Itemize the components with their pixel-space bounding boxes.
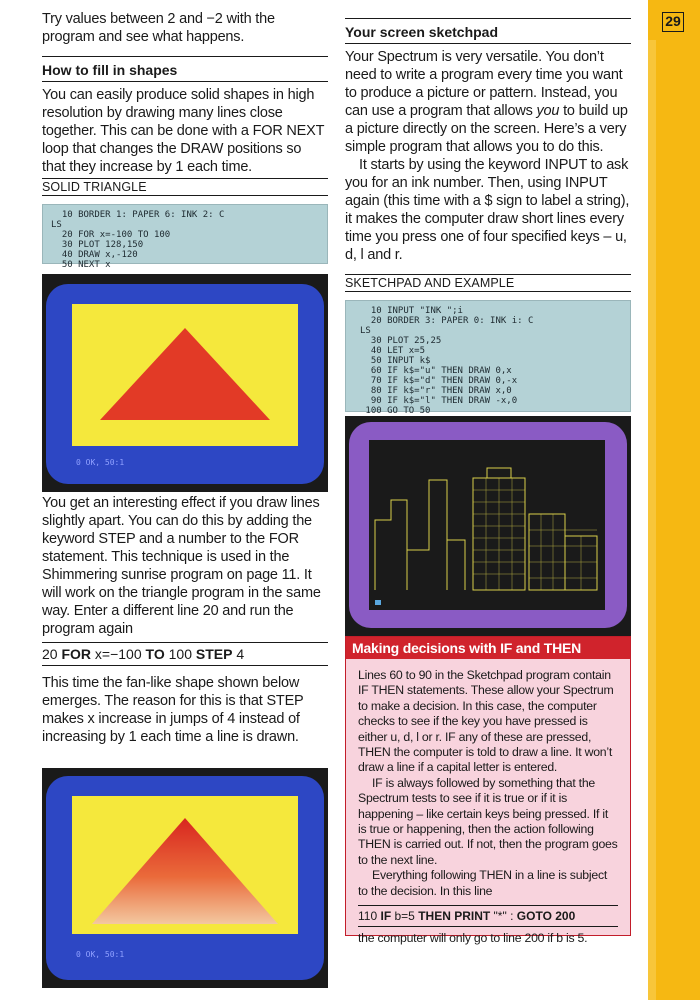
tv-frame bbox=[349, 422, 627, 628]
sketchpad-caption: SKETCHPAD AND EXAMPLE bbox=[345, 274, 631, 292]
screen2-status: 0 OK, 50:1 bbox=[76, 950, 125, 959]
screen1-status: 0 OK, 50:1 bbox=[76, 458, 125, 467]
decisions-paragraph-2: IF is always followed by something that the Spectrum tests to see if it is true or if it is happening – like certain keys being pressed. If it is true or happening, then the action following THEN is carried out. If not, then the program goes to the next line. bbox=[358, 775, 618, 867]
fill-heading: How to fill in shapes bbox=[42, 56, 328, 82]
code-keyword-to: TO bbox=[145, 646, 165, 662]
paper-area bbox=[72, 796, 298, 934]
sketchpad-listing: 10 INPUT "INK ";i 20 BORDER 3: PAPER 0: INK i: C LS 30 PLOT 25,25 40 LET x=5 50 INPUT k$ 60 IF k$="u" THEN DRAW 0,x 70 IF k$="d" THEN DRAW 0,-x 80 IF k$="r" THEN DRAW x,0 90 IF k$="l" THEN DRAW -x,0 100 GO TO 50 bbox=[345, 300, 631, 412]
solid-triangle-graphic bbox=[72, 304, 298, 446]
sketchpad-text-2: It starts by using the keyword INPUT to ask you for an ink number. Then, using INPUT again (this time with a $ sign to label a string), it makes the computer draw short lines every time you press one of four specified keys – u, d, l and r. bbox=[345, 157, 630, 263]
if-then-code-line bbox=[358, 905, 618, 927]
city-skyline-graphic bbox=[369, 440, 605, 610]
step-code-line bbox=[42, 642, 328, 666]
tv-frame bbox=[46, 284, 324, 484]
paper-area bbox=[369, 440, 605, 610]
solid-triangle-caption: SOLID TRIANGLE bbox=[42, 178, 328, 196]
code-line-number: 20 bbox=[42, 646, 58, 662]
code-step-value: 4 bbox=[236, 646, 245, 662]
code-value: 100 bbox=[168, 646, 192, 662]
fan-triangle-graphic bbox=[72, 796, 298, 934]
code-keyword-goto: GOTO 200 bbox=[516, 909, 576, 924]
solid-triangle-listing: 10 BORDER 1: PAPER 6: INK 2: C LS 20 FOR x=-100 TO 100 30 PLOT 128,150 40 DRAW x,-120 50 NEXT x bbox=[42, 204, 328, 264]
fan-text: This time the fan-like shape shown below emerges. The reason for this is that STEP makes x increase in jumps of 4 instead of increasing by 1 each time a line is drawn. bbox=[42, 675, 304, 745]
code-keyword-then-print: THEN PRINT bbox=[418, 909, 491, 924]
code-expr: x=−100 bbox=[94, 646, 142, 662]
decisions-title: Making decisions with IF and THEN bbox=[346, 637, 630, 659]
code-string: "*" bbox=[493, 909, 507, 924]
page-edge-strip bbox=[648, 0, 700, 1000]
page-edge-inner bbox=[648, 40, 656, 1000]
decisions-box bbox=[345, 636, 631, 946]
tv-frame bbox=[46, 776, 324, 980]
code-condition: b=5 bbox=[394, 909, 415, 924]
code-keyword-if: IF bbox=[380, 909, 392, 924]
code-keyword-step: STEP bbox=[195, 646, 233, 662]
code-separator: : bbox=[510, 909, 514, 924]
fan-triangle-screen bbox=[42, 768, 328, 988]
sketchpad-heading: Your screen sketchpad bbox=[345, 18, 631, 44]
decisions-body bbox=[346, 659, 630, 947]
paper-area bbox=[72, 304, 298, 446]
sketchpad-text-a: Your Spectrum is very versatile. You don’t need to write a program every time you want to produce a picture or pattern. Instead, you can use a program that allows bbox=[345, 49, 623, 119]
decisions-paragraph-1: Lines 60 to 90 in the Sketchpad program contain IF THEN statements. These allow your Spectrum to make a decision. In this case, the computer checks to see if the key you have pressed is either u, d, l or r. IF any of these are pressed, THEN the computer is told to draw a line. It won’t draw a line if a capital letter is entered. bbox=[358, 668, 614, 775]
code-line-number: 110 bbox=[358, 909, 378, 924]
code-keyword-for: FOR bbox=[61, 646, 92, 662]
sketchpad-text-b: to build up a picture directly on the screen. Here’s a very simple program that allows you to do this. bbox=[345, 103, 628, 155]
sketchpad-text-you: you bbox=[536, 103, 560, 119]
step-text: You get an interesting effect if you draw lines slightly apart. You can do this by adding the keyword STEP and a number to the FOR statement. This technique is used in the Shimmering sunrise program on page 11. It will work on the triangle program in the same way. Enter a different line 20 and run the program again bbox=[42, 495, 321, 637]
sketchpad-text bbox=[345, 48, 631, 156]
page-number: 29 bbox=[662, 12, 684, 32]
fill-text: You can easily produce solid shapes in high resolution by drawing many lines close together. This can be done with a FOR NEXT loop that changes the DRAW positions so that they increase by 1 each time. bbox=[42, 87, 325, 175]
right-column bbox=[345, 18, 631, 636]
solid-triangle-screen bbox=[42, 274, 328, 492]
sketchpad-screen bbox=[345, 416, 631, 636]
intro-text: Try values between 2 and −2 with the program and see what happens. bbox=[42, 11, 275, 45]
left-column bbox=[42, 10, 328, 988]
decisions-paragraph-4: the computer will only go to line 200 if b is 5. bbox=[358, 931, 588, 946]
decisions-paragraph-3: Everything following THEN in a line is subject to the decision. In this line bbox=[358, 868, 608, 898]
